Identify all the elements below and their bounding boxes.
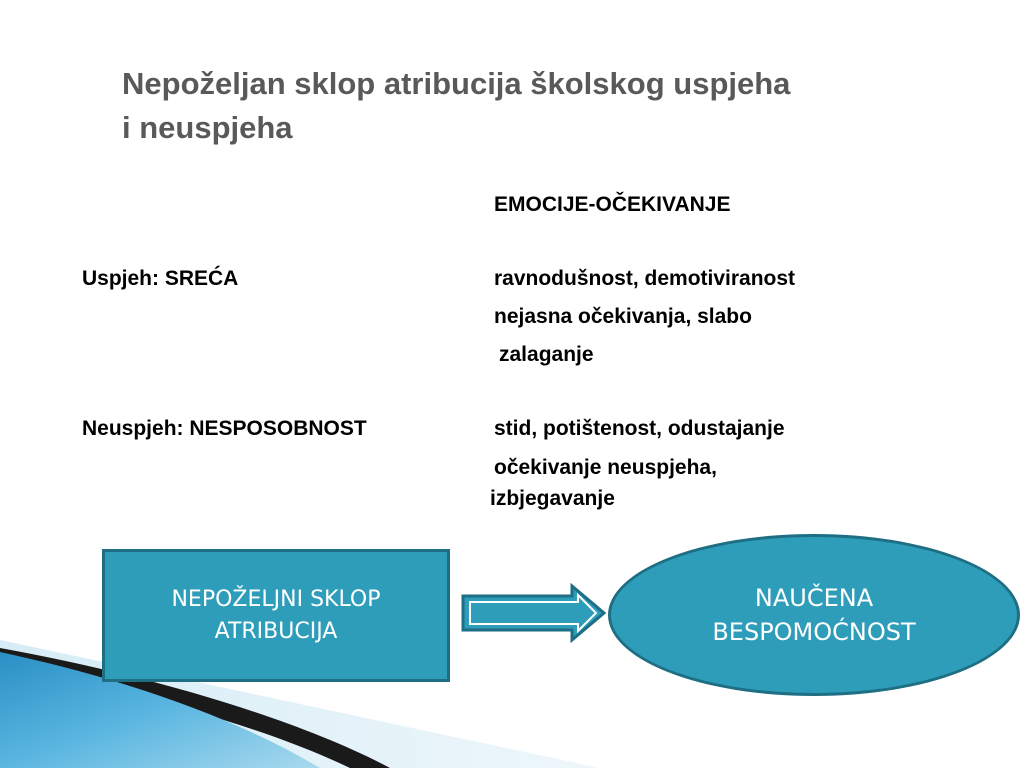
success-emotion-line1: ravnodušnost, demotiviranost [494, 267, 796, 290]
box-line2: ATRIBUCIJA [214, 618, 338, 644]
ellipse-line1: NAUČENA [754, 584, 874, 612]
slide-title [122, 62, 1002, 150]
failure-emotion-line2: očekivanje neuspjeha, [494, 456, 717, 479]
undesirable-attribution-box [102, 549, 450, 682]
failure-label: Neuspjeh: NESPOSOBNOST [82, 417, 367, 440]
slide-title-line2: i neuspjeha [122, 110, 293, 145]
success-emotion-line3: zalaganje [499, 343, 594, 366]
learned-helplessness-ellipse [608, 534, 1020, 696]
box-line1: NEPOŽELJNI SKLOP [171, 586, 381, 612]
slide-title-line1: Nepoželjan sklop atribucija školskog uspjeha [122, 66, 791, 101]
success-emotion-line2: nejasna očekivanja, slabo [494, 305, 752, 328]
failure-emotion-line3: izbjegavanje [490, 487, 615, 510]
failure-emotion-line1: stid, potištenost, odustajanje [494, 417, 785, 440]
success-label: Uspjeh: SREĆA [82, 267, 239, 290]
ellipse-line2: BESPOMOĆNOST [712, 618, 916, 646]
column-header: EMOCIJE-OČEKIVANJE [494, 193, 731, 216]
right-arrow-icon [460, 583, 610, 643]
